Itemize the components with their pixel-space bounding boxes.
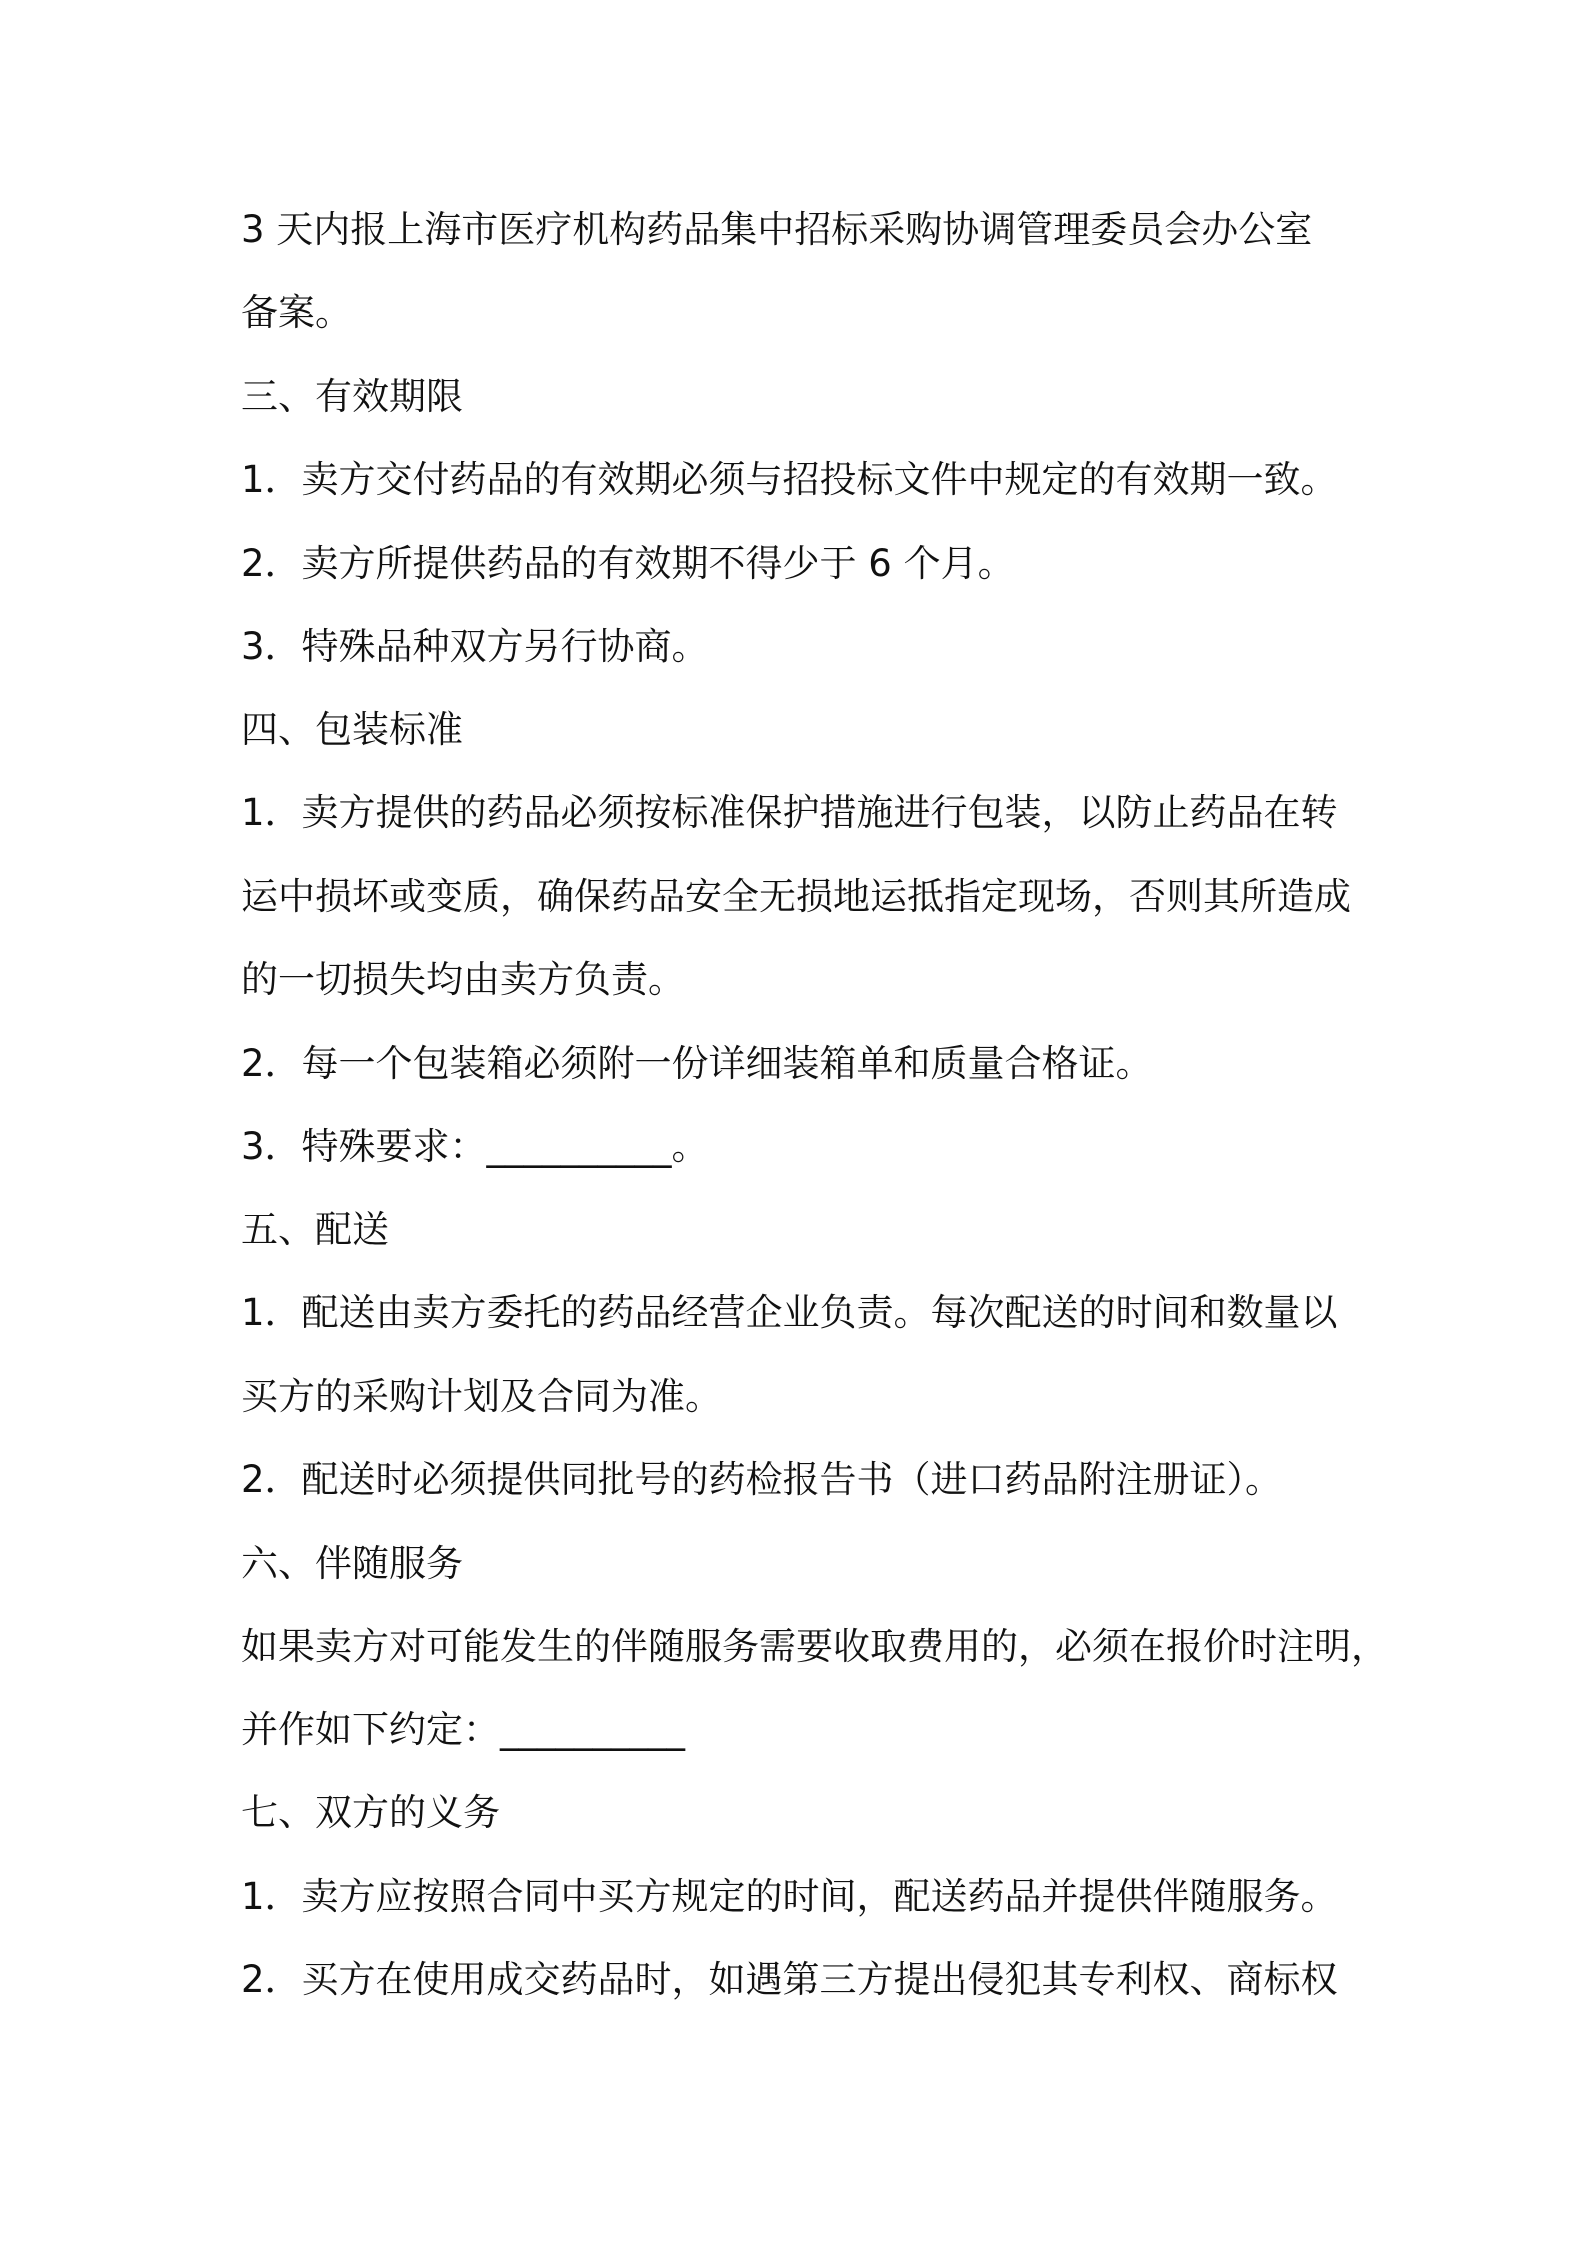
- section-heading-delivery: 五、配送: [241, 1208, 389, 1251]
- list-item: 2．卖方所提供药品的有效期不得少于 6 个月。: [241, 542, 1015, 585]
- list-item: 1．配送由卖方委托的药品经营企业负责。每次配送的时间和数量以: [241, 1291, 1338, 1334]
- list-item: 3．特殊要求：__________。: [241, 1125, 709, 1168]
- body-line-continuation: 3 天内报上海市医疗机构药品集中招标采购协调管理委员会办公室: [241, 208, 1313, 251]
- section-heading-packaging: 四、包装标准: [241, 708, 463, 751]
- list-item: 2．每一个包装箱必须附一份详细装箱单和质量合格证。: [241, 1042, 1153, 1085]
- section-heading-obligations: 七、双方的义务: [241, 1791, 500, 1834]
- section-heading-validity: 三、有效期限: [241, 375, 463, 418]
- list-item-continuation: 买方的采购计划及合同为准。: [241, 1375, 722, 1418]
- body-paragraph: 如果卖方对可能发生的伴随服务需要收取费用的，必须在报价时注明，: [241, 1625, 1388, 1668]
- list-item: 1．卖方提供的药品必须按标准保护措施进行包装，以防止药品在转: [241, 791, 1338, 834]
- body-line-continuation: 备案。: [241, 291, 352, 334]
- list-item-continuation: 运中损坏或变质，确保药品安全无损地运抵指定现场，否则其所造成: [241, 875, 1351, 918]
- list-item: 1．卖方应按照合同中买方规定的时间，配送药品并提供伴随服务。: [241, 1875, 1338, 1918]
- list-item: 1．卖方交付药品的有效期必须与招投标文件中规定的有效期一致。: [241, 458, 1338, 501]
- list-item: 2．配送时必须提供同批号的药检报告书（进口药品附注册证）。: [241, 1458, 1283, 1501]
- list-item: 3．特殊品种双方另行协商。: [241, 625, 709, 668]
- list-item-continuation: 的一切损失均由卖方负责。: [241, 958, 685, 1001]
- section-heading-services: 六、伴随服务: [241, 1542, 463, 1585]
- body-paragraph-continuation: 并作如下约定：__________: [241, 1708, 685, 1751]
- list-item: 2．买方在使用成交药品时，如遇第三方提出侵犯其专利权、商标权: [241, 1958, 1338, 2001]
